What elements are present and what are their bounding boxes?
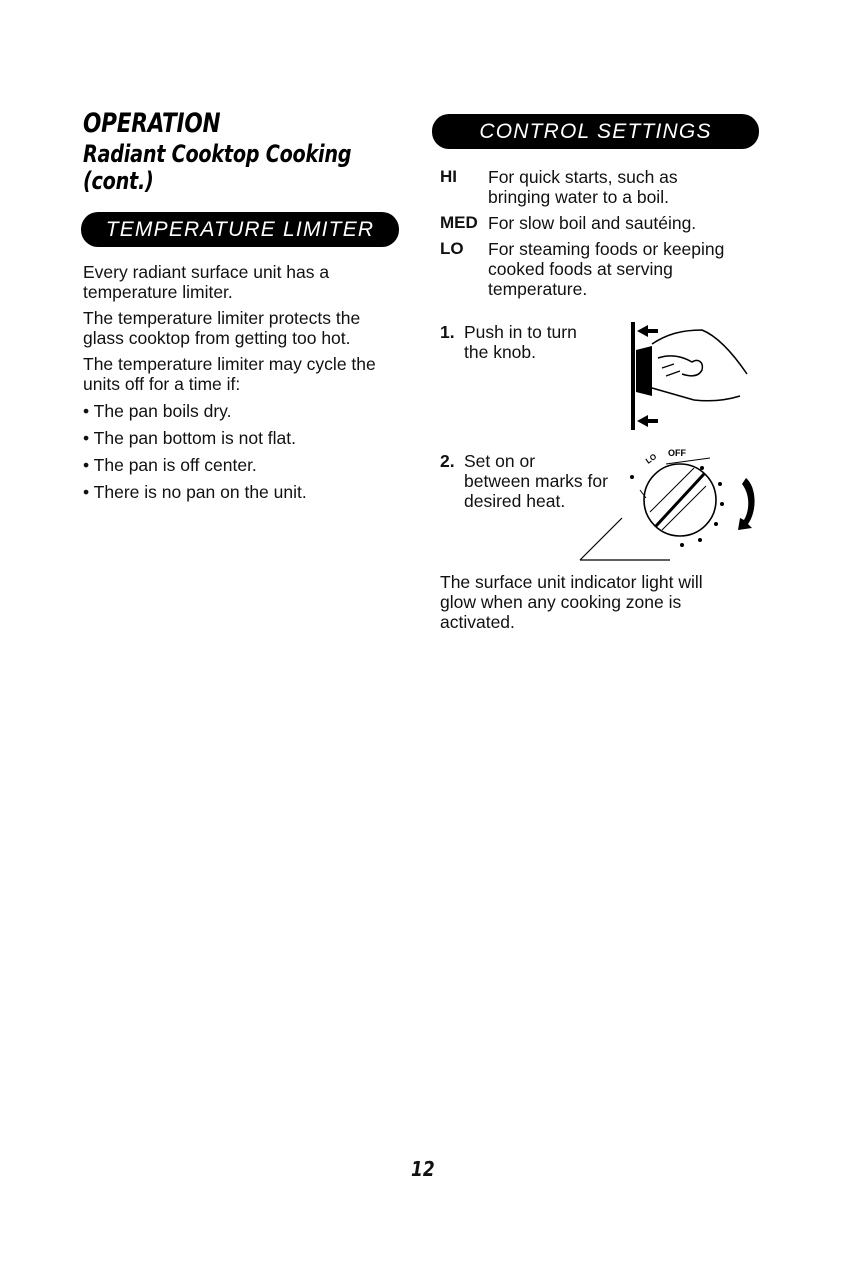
step-text xyxy=(464,322,577,362)
settings-list xyxy=(440,167,780,299)
step-number: 2. xyxy=(440,451,455,471)
text-line: between marks for xyxy=(464,471,608,491)
dial-mark xyxy=(718,482,722,486)
dial-illustration xyxy=(570,440,770,565)
finger-outline xyxy=(658,356,702,376)
push-arrow-bottom xyxy=(637,415,658,427)
text-line: For quick starts, such as xyxy=(488,167,678,187)
text-line: temperature. xyxy=(488,279,588,299)
dial-mark xyxy=(720,502,724,506)
page-number: 12 xyxy=(411,1157,435,1181)
setting-lo xyxy=(440,239,780,299)
text-line: activated. xyxy=(440,612,515,632)
text-line: glass cooktop from getting too hot. xyxy=(83,328,351,348)
text-line: units off for a time if: xyxy=(83,374,241,394)
text-line: bringing water to a boil. xyxy=(488,187,669,207)
setting-hi xyxy=(440,167,780,207)
push-knob-illustration xyxy=(622,316,772,436)
temperature-limiter-text xyxy=(83,262,403,502)
setting-description: For slow boil and sautéing. xyxy=(488,213,697,233)
rotate-arrow-icon xyxy=(738,478,755,530)
text-line: the knob. xyxy=(464,342,536,362)
setting-label: LO xyxy=(440,239,464,258)
text-line: The surface unit indicator light will xyxy=(440,572,703,592)
dial-mark xyxy=(698,538,702,542)
cooktop-panel-edge xyxy=(631,322,635,430)
text-line: Set on or xyxy=(464,451,536,471)
pointer-line xyxy=(580,518,622,560)
text-line: The temperature limiter protects the xyxy=(83,308,361,328)
knob-shape xyxy=(636,346,652,396)
paragraph xyxy=(83,262,403,302)
dial-lo-label: LO xyxy=(643,451,659,466)
hand-outline xyxy=(652,330,747,374)
dial-mark xyxy=(630,475,634,479)
dial-mark xyxy=(714,522,718,526)
text-line: cooked foods at serving xyxy=(488,259,673,279)
paragraph xyxy=(83,354,403,394)
setting-description xyxy=(488,239,724,299)
step-number: 1. xyxy=(440,322,455,342)
paragraph xyxy=(83,308,403,348)
text-line: desired heat. xyxy=(464,491,566,511)
text-line: The temperature limiter may cycle the xyxy=(83,354,376,374)
dial-mark xyxy=(680,543,684,547)
dial-mark xyxy=(700,466,704,470)
dial-off-label: OFF xyxy=(668,448,686,458)
setting-label: HI xyxy=(440,167,457,186)
text-line: glow when any cooking zone is xyxy=(440,592,682,612)
bullet-item: • There is no pan on the unit. xyxy=(83,482,307,502)
temperature-limiter-title: TEMPERATURE LIMITER xyxy=(81,212,399,247)
thumb-outline xyxy=(652,388,740,401)
push-arrow-top xyxy=(637,325,658,337)
page-subheading: Radiant Cooktop Cooking xyxy=(83,140,352,168)
knuckle-lines xyxy=(662,364,680,376)
bullet-item: • The pan bottom is not flat. xyxy=(83,428,297,448)
setting-med xyxy=(440,213,780,233)
text-line: temperature limiter. xyxy=(83,282,233,302)
bullet-item: • The pan is off center. xyxy=(83,455,257,475)
setting-label: MED xyxy=(440,213,478,232)
text-line: Every radiant surface unit has a xyxy=(83,262,330,282)
bullet-item: • The pan boils dry. xyxy=(83,401,232,421)
page-heading: OPERATION xyxy=(83,108,221,139)
page-subheading-cont: (cont.) xyxy=(83,167,154,195)
text-line: For steaming foods or keeping xyxy=(488,239,725,259)
indicator-light-note xyxy=(440,572,780,632)
control-settings-title: CONTROL SETTINGS xyxy=(432,114,759,149)
text-line: Push in to turn xyxy=(464,322,577,342)
setting-description xyxy=(488,167,678,207)
